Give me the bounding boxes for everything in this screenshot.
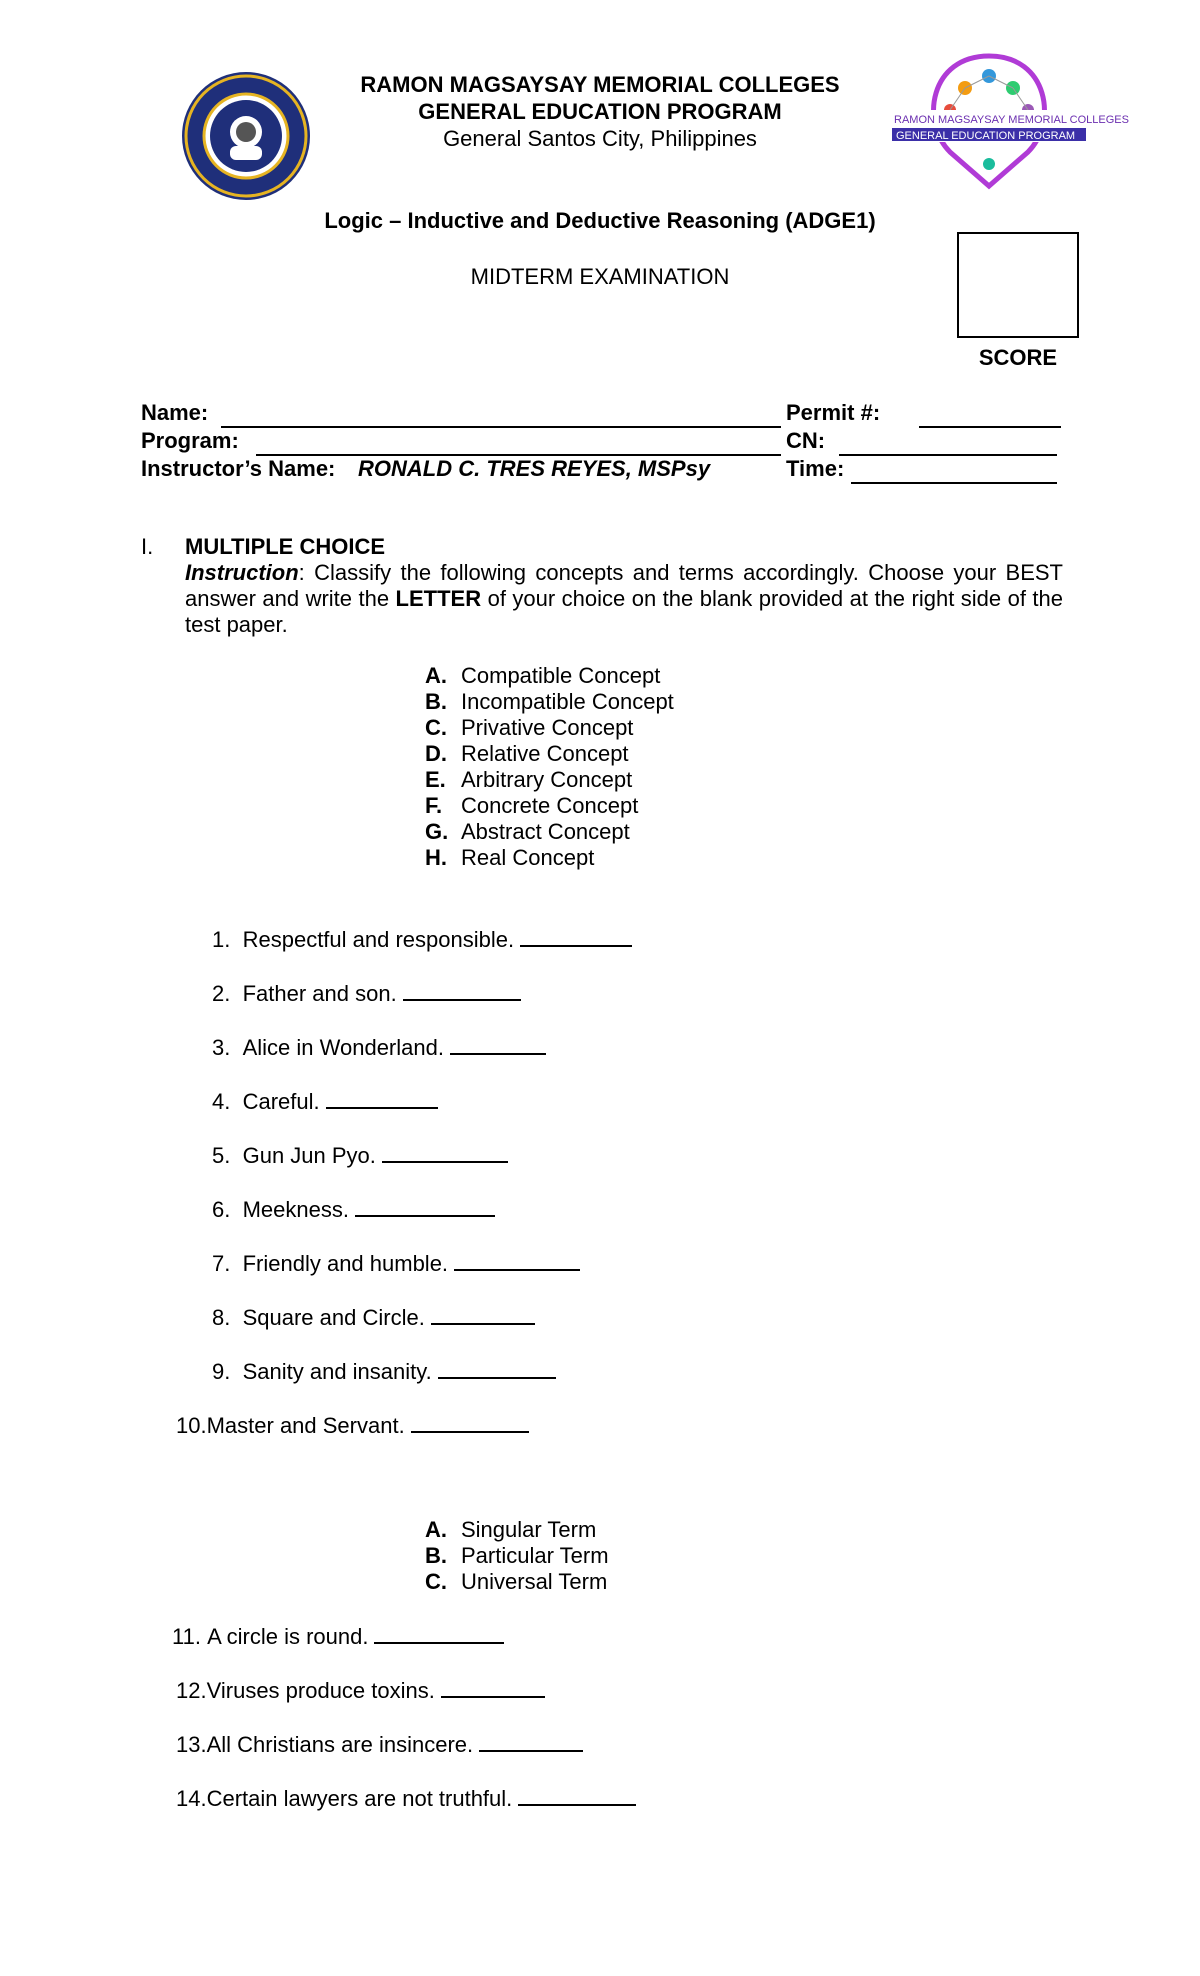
- name-row: [141, 400, 1061, 428]
- question-item: 1. Respectful and responsible.: [160, 925, 212, 951]
- choice-option: C. Privative Concept: [425, 715, 634, 740]
- choice-option: B. Incompatible Concept: [425, 689, 674, 714]
- answer-blank[interactable]: [326, 1087, 438, 1109]
- answer-blank[interactable]: [520, 925, 632, 947]
- svg-text:GENERAL EDUCATION PROGRAM: GENERAL EDUCATION PROGRAM: [896, 130, 1076, 142]
- time-field[interactable]: [851, 460, 1057, 484]
- question-item: 8. Square and Circle.: [160, 1303, 212, 1329]
- instructor-row: [141, 456, 1061, 484]
- instructor-label: Instructor’s Name:: [141, 456, 336, 481]
- answer-blank[interactable]: [454, 1249, 580, 1271]
- institution-location: General Santos City, Philippines: [443, 126, 757, 151]
- cn-field[interactable]: [839, 432, 1057, 456]
- program-field[interactable]: [256, 432, 781, 456]
- program-label: Program:: [141, 428, 239, 453]
- question-item: 9. Sanity and insanity.: [160, 1357, 212, 1383]
- answer-blank[interactable]: [355, 1195, 495, 1217]
- answer-blank[interactable]: [438, 1357, 556, 1379]
- question-item: 6. Meekness.: [160, 1195, 212, 1221]
- answer-blank[interactable]: [431, 1303, 535, 1325]
- name-field[interactable]: [221, 404, 781, 428]
- answer-blank[interactable]: [411, 1411, 529, 1433]
- institution-name: RAMON MAGSAYSAY MEMORIAL COLLEGES: [360, 72, 840, 97]
- score-label: SCORE: [978, 345, 1058, 370]
- question-item: 3. Alice in Wonderland.: [160, 1033, 212, 1059]
- instruction-paragraph: Instruction: Classify the following concepts and terms accordingly. Choose your BEST answer and write the LETTER of your choice on the blank provided at the right side of the test paper.: [185, 560, 1063, 637]
- choice-option: F. Concrete Concept: [425, 793, 639, 818]
- cn-label: CN:: [786, 428, 826, 453]
- instruction-label: Instruction: [185, 560, 299, 585]
- score-box[interactable]: [957, 232, 1079, 338]
- choice-option: G. Abstract Concept: [425, 819, 630, 844]
- program-name: GENERAL EDUCATION PROGRAM: [418, 99, 782, 124]
- choice-option: E. Arbitrary Concept: [425, 767, 633, 792]
- program-row: [141, 428, 1061, 456]
- answer-blank[interactable]: [374, 1622, 504, 1644]
- gep-logo: [890, 52, 1129, 190]
- question-item: 10.Master and Servant.: [160, 1411, 212, 1437]
- time-label: Time:: [786, 456, 845, 481]
- answer-blank[interactable]: [441, 1676, 545, 1698]
- permit-field[interactable]: [919, 404, 1061, 428]
- answer-blank[interactable]: [382, 1141, 508, 1163]
- svg-text:RAMON MAGSAYSAY MEMORIAL COLLE: RAMON MAGSAYSAY MEMORIAL COLLEGES: [894, 114, 1129, 126]
- choice-option: B. Particular Term: [425, 1543, 609, 1568]
- name-label: Name:: [141, 400, 209, 425]
- choice-option: D. Relative Concept: [425, 741, 629, 766]
- question-item: 2. Father and son.: [160, 979, 212, 1005]
- section-title: MULTIPLE CHOICE: [185, 534, 386, 559]
- choice-option: A. Singular Term: [425, 1517, 597, 1542]
- college-seal-logo: [180, 70, 312, 202]
- choice-option: C. Universal Term: [425, 1569, 608, 1594]
- answer-blank[interactable]: [403, 979, 521, 1001]
- answer-blank[interactable]: [450, 1033, 546, 1055]
- question-item: 11. A circle is round.: [160, 1622, 212, 1648]
- choice-option: A. Compatible Concept: [425, 663, 661, 688]
- question-item: 4. Careful.: [160, 1087, 212, 1113]
- permit-label: Permit #:: [786, 400, 881, 425]
- question-item: 7. Friendly and humble.: [160, 1249, 212, 1275]
- answer-blank[interactable]: [479, 1730, 583, 1752]
- question-item: 12.Viruses produce toxins.: [160, 1676, 212, 1702]
- section-number: I.: [141, 534, 154, 559]
- answer-blank[interactable]: [518, 1784, 636, 1806]
- instructor-name: RONALD C. TRES REYES, MSPsy: [358, 456, 711, 481]
- choice-option: H. Real Concept: [425, 845, 595, 870]
- course-title: Logic – Inductive and Deductive Reasoning (ADGE1): [324, 208, 876, 233]
- question-item: 13.All Christians are insincere.: [160, 1730, 212, 1756]
- exam-type: MIDTERM EXAMINATION: [470, 264, 730, 289]
- question-item: 5. Gun Jun Pyo.: [160, 1141, 212, 1167]
- question-item: 14.Certain lawyers are not truthful.: [160, 1784, 212, 1810]
